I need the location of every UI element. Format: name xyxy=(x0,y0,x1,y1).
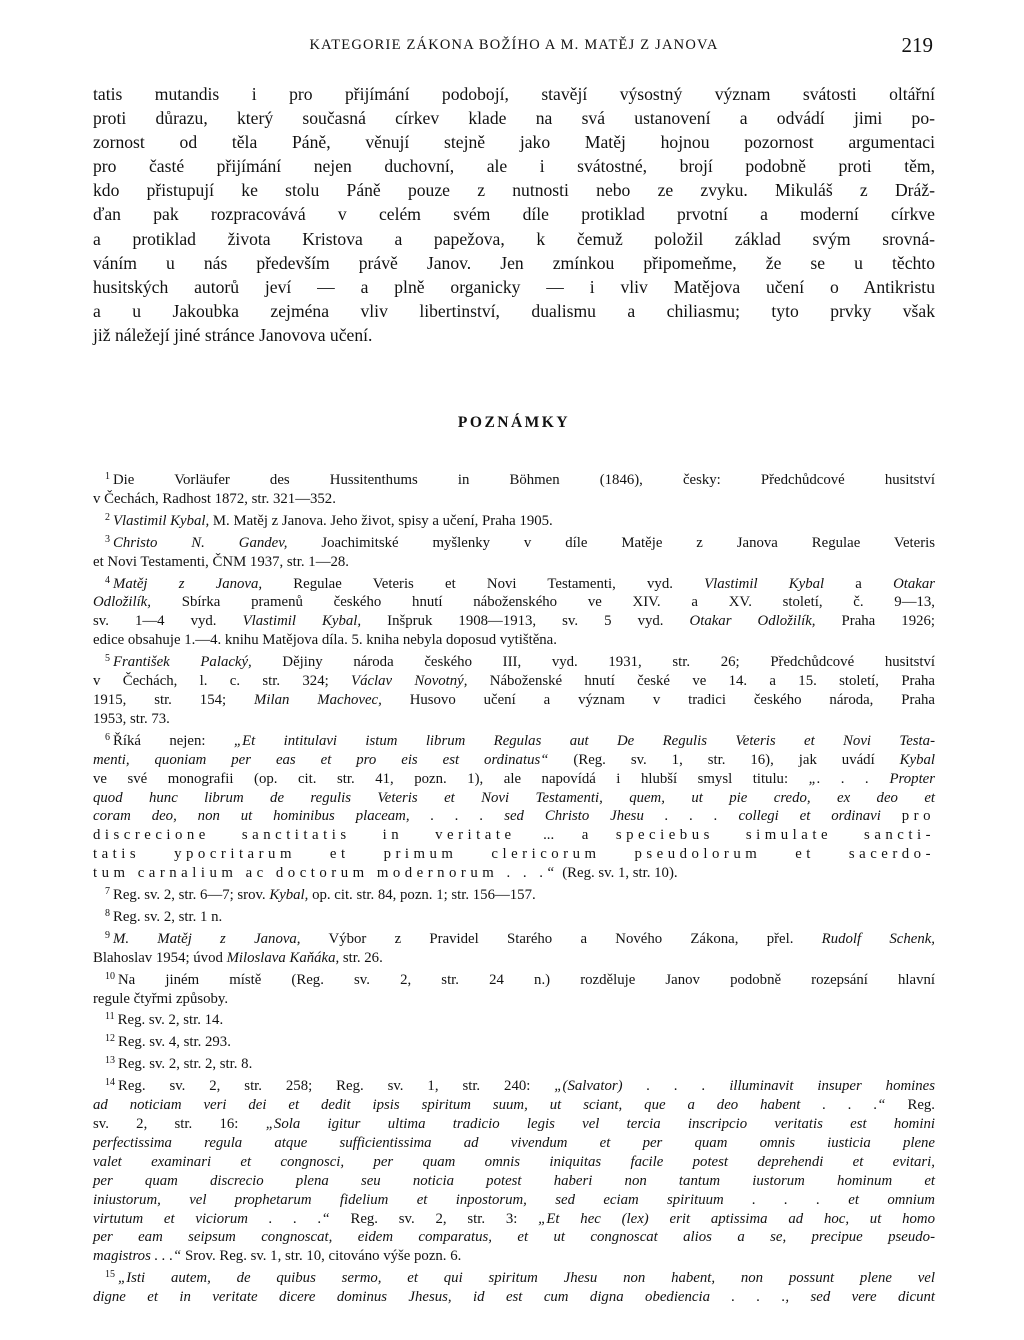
footnote-text: Die Vorläufer des Hussitenthums in Böhmen (1846), česky: Předchůdcové husitství xyxy=(113,472,935,488)
footnote-text: Dějiny národa českého III, vyd. 1931, str. 26; Předchůdcové husitství xyxy=(251,654,935,671)
body-paragraph xyxy=(93,82,935,347)
footnote-text: Inšpruk 1908—1913, sv. 5 vyd. xyxy=(361,613,690,630)
latin-quote: „Et intitulavi istum librum Regulas aut De Regulis Veteris et Novi Testa- xyxy=(233,732,935,749)
footnotes xyxy=(93,468,935,1307)
body-line: již náležejí jiné stránce Janovova učení. xyxy=(93,324,373,345)
footnote-text: 1953, str. 73. xyxy=(93,710,170,727)
footnote-text: Náboženské hnutí české ve 14. a 15. století, Praha xyxy=(467,673,936,690)
footnote-number: 6 xyxy=(105,731,110,743)
footnote-text: Reg. sv. 2, str. 1 n. xyxy=(113,908,223,925)
latin-quote: quod hunc librum de regulis Veteris et Novi Testamenti, quem, ut pie credo, ex deo et xyxy=(93,789,935,806)
footnote-text: v Čechách, l. c. str. 324; xyxy=(93,673,352,690)
footnote-text: Regulae Veteris et Novi Testamenti, vyd. xyxy=(262,575,705,592)
latin-quote: iniustorum, vel prophetarum fidelium et inpostorum, sed eciam spirituum . . . et omnium xyxy=(93,1191,935,1208)
latin-quote: per quam discrecio plena seu noticia potest haberi non tantum iustorum hominum et xyxy=(93,1172,935,1189)
running-head: KATEGORIE ZÁKONA BOŽÍHO A M. MATĚJ Z JANOVA xyxy=(309,37,719,53)
footnote-5 xyxy=(93,650,935,729)
footnote-text: Reg. sv. 4, str. 293. xyxy=(118,1034,231,1051)
footnote-number: 9 xyxy=(105,929,110,941)
latin-quote: ... a xyxy=(543,827,589,844)
latin-quote: „. . . Propter xyxy=(808,770,936,787)
footnote-text: Sbírka pramenů českého hnutí náboženského ve XIV. a XV. století, č. 9—13, xyxy=(150,594,935,611)
latin-quote: „Isti autem, de quibus sermo, et qui spiritum Jhesu non habent, non possunt plene vel xyxy=(118,1270,935,1287)
footnote-14 xyxy=(93,1074,935,1266)
footnote-text: Reg. sv. 2, str. 2, str. 8. xyxy=(118,1056,253,1073)
latin-quote: perfectissima regula atque sufficientissima ad vivendum et per quam omnis iusticia plene xyxy=(93,1134,935,1151)
author-name: Otakar Odložilík, xyxy=(689,613,816,630)
author-name: Milan Machovec, xyxy=(254,691,382,708)
body-line: a u Jakoubka zejména vliv libertinství, dualismu a chiliasmu; tyto prvky však xyxy=(93,300,935,321)
footnote-text: a xyxy=(824,575,894,592)
footnote-number: 11 xyxy=(105,1011,115,1023)
footnote-text: Reg. sv. 2, str. 14. xyxy=(117,1012,224,1029)
author-name: M. Matěj z Janova, xyxy=(113,930,301,947)
body-line: zornost od těla Páně, věnují stejně jako Matěj hojnou pozornost argumentaci xyxy=(93,132,935,153)
footnote-12 xyxy=(93,1030,935,1052)
latin-quote: per eam seipsum congnoscat, eidem comparatus, et ut congnoscat alios a se, precipue pseudo- xyxy=(93,1229,935,1246)
footnote-number: 12 xyxy=(105,1033,115,1045)
footnote-4 xyxy=(93,572,935,651)
latin-quote: „Et hec (lex) erit aptissima ad hoc, ut homo xyxy=(538,1210,935,1227)
latin-quote: tum carnalium ac doctorum modernorum . . .“ xyxy=(93,865,559,882)
footnote-text: Srov. Reg. sv. 1, str. 10, citováno výše pozn. 6. xyxy=(181,1248,462,1265)
footnote-text: Reg. sv. 2, str. 258; Reg. sv. 1, str. 240: xyxy=(118,1078,555,1095)
page-header xyxy=(93,33,935,59)
latin-quote: speciebus simulate sancti- xyxy=(615,827,936,844)
author-name: František Palacký, xyxy=(113,654,252,671)
footnote-number: 10 xyxy=(105,970,115,982)
author-name: Matěj z Janova, xyxy=(113,575,263,592)
footnote-text: 1915, str. 154; xyxy=(93,691,255,708)
footnote-11 xyxy=(93,1008,935,1030)
footnote-text: Říká nejen: xyxy=(113,732,234,749)
body-line: kdo přistupují ke stolu Páně pouze z nutnosti nebo ze zvyku. Mikuláš z Dráž- xyxy=(93,180,935,201)
footnote-text: edice obsahuje 1.—4. knihu Matějova díla. 5. kniha nebyla doposud vytištěna. xyxy=(93,632,557,649)
author-name: Christo N. Gandev, xyxy=(113,534,288,551)
body-line: a protiklad života Kristova a papežova, k čemuž položil základ svým srovná- xyxy=(93,228,935,249)
latin-quote: virtutum et viciorum . . .“ xyxy=(93,1210,330,1227)
footnote-number: 2 xyxy=(105,511,110,523)
footnote-text: et Novi Testamenti, ČNM 1937, str. 1—28. xyxy=(93,553,349,570)
footnote-number: 4 xyxy=(105,574,110,586)
latin-quote: „Sola igitur ultima tradicio legis vel tercia inscripcio veritatis est homini xyxy=(265,1116,935,1132)
footnote-3 xyxy=(93,531,935,572)
footnote-text: Reg. xyxy=(885,1097,936,1114)
footnote-7 xyxy=(93,883,935,905)
author-name: Otakar xyxy=(893,575,935,592)
book-page xyxy=(93,0,935,1340)
body-line: husitských autorů jeví — a plně organicky — i vliv Matějova učení o Antikristu xyxy=(93,276,935,297)
footnote-text: (Reg. sv. 1, str. 16), jak uvádí xyxy=(548,751,900,768)
footnote-text: sv. 2, str. 16: xyxy=(93,1116,266,1132)
footnote-number: 13 xyxy=(105,1055,115,1067)
footnote-number: 5 xyxy=(105,653,110,665)
author-name: Odložilík, xyxy=(93,594,151,611)
author-name: Rudolf Schenk, xyxy=(821,930,935,947)
footnote-text: str. 26. xyxy=(339,949,383,966)
footnote-number: 8 xyxy=(105,907,110,919)
latin-quote: coram deo, non ut hominibus placeam, . . . sed Christo Jhesu . . . collegi et ordinavi xyxy=(93,808,881,825)
latin-quote: ad noticiam veri dei et dedit ipsis spiritum suum, ut sciant, que a deo habent . . .“ xyxy=(93,1097,886,1114)
body-line: proti důrazu, který současná církev klade na svá ustanovení a odvádí jimi po- xyxy=(93,108,935,129)
footnote-text: Husovo učení a význam v tradici českého národa, Praha xyxy=(381,691,935,708)
latin-quote: digne et in veritate dicere dominus Jhesus, id est cum digna obediencia . . ., sed vere dicunt xyxy=(93,1289,935,1306)
footnote-number: 14 xyxy=(105,1077,115,1089)
footnote-6 xyxy=(93,729,935,883)
body-line: váním u nás především právě Janov. Jen zmínkou připomeňme, že se u těchto xyxy=(93,252,935,273)
author-name: Václav Novotný, xyxy=(351,673,468,690)
footnote-text: Joachimitské myšlenky v díle Matěje z Janova Regulae Veteris xyxy=(287,534,935,551)
footnote-1 xyxy=(93,468,935,509)
latin-quote: tatis ypocritarum et primum clericorum pseudolorum et sacerdo- xyxy=(93,846,935,863)
body-line: tatis mutandis i pro přijímání podobojí, stavějí výsostný význam svátosti oltářní xyxy=(93,84,935,104)
author-name: Kybal, xyxy=(269,887,309,904)
notes-heading: POZNÁMKY xyxy=(457,414,571,431)
footnote-text: Reg. sv. 2, str. 3: xyxy=(329,1210,539,1227)
footnote-text: M. Matěj z Janova. Jeho život, spisy a učení, Praha 1905. xyxy=(209,512,553,529)
footnote-number: 3 xyxy=(105,533,110,545)
author-name: Vlastimil Kybal, xyxy=(113,512,210,529)
footnote-15 xyxy=(93,1266,935,1307)
body-line: pro časté přijímání nejen duchovní, ale i svátostné, brojí podobně proti těm, xyxy=(93,156,935,177)
latin-quote: pro xyxy=(901,808,935,825)
footnote-13 xyxy=(93,1052,935,1074)
footnote-text: v Čechách, Radhost 1872, str. 321—352. xyxy=(93,490,336,507)
footnote-text: Na jiném místě (Reg. sv. 2, str. 24 n.) rozděluje Janov podobně rozepsání hlavní xyxy=(118,971,935,988)
footnote-8 xyxy=(93,905,935,927)
footnote-2 xyxy=(93,509,935,531)
footnote-text: ve své monografii (op. cit. str. 41, pozn. 1), ale napovídá i hlubší smysl titulu: xyxy=(93,770,809,787)
footnote-text: regule čtyřmi způsoby. xyxy=(93,990,229,1007)
footnote-text: Praha 1926; xyxy=(815,613,935,630)
footnote-text: Výbor z Pravidel Starého a Nového Zákona, přel. xyxy=(300,930,822,947)
footnote-9 xyxy=(93,927,935,968)
page-number: 219 xyxy=(901,33,933,57)
footnote-text: sv. 1—4 vyd. xyxy=(93,613,243,630)
footnote-number: 1 xyxy=(105,471,110,482)
author-name: Kybal xyxy=(899,751,935,768)
footnote-text: op. cit. str. 84, pozn. 1; str. 156—157. xyxy=(308,887,536,904)
author-name: Vlastimil Kybal xyxy=(704,575,825,592)
footnote-text: Blahoslav 1954; úvod xyxy=(93,949,227,966)
footnote-10 xyxy=(93,968,935,1009)
footnote-number: 7 xyxy=(105,886,110,898)
latin-quote: menti, quoniam per eas et pro eis est ordinatus“ xyxy=(93,751,549,768)
author-name: Miloslava Kaňáka, xyxy=(226,949,340,966)
footnote-number: 15 xyxy=(105,1269,115,1281)
footnote-text: Reg. sv. 2, str. 6—7; srov. xyxy=(113,887,270,904)
latin-quote: discrecione sanctitatis in veritate xyxy=(93,827,516,844)
author-name: Vlastimil Kybal, xyxy=(242,613,362,630)
latin-quote: „(Salvator) . . . illuminavit insuper homines xyxy=(554,1078,935,1095)
footnote-text: (Reg. sv. 1, str. 10). xyxy=(558,865,678,882)
latin-quote: valet examinari et congnosci, per quam omnis iniquitas facile potest deprehendi et evitari, xyxy=(93,1153,935,1170)
body-line: ďan pak rozpracovává v celém svém díle protiklad prvotní a moderní církve xyxy=(93,204,935,225)
latin-quote: magistros . . .“ xyxy=(93,1248,182,1265)
